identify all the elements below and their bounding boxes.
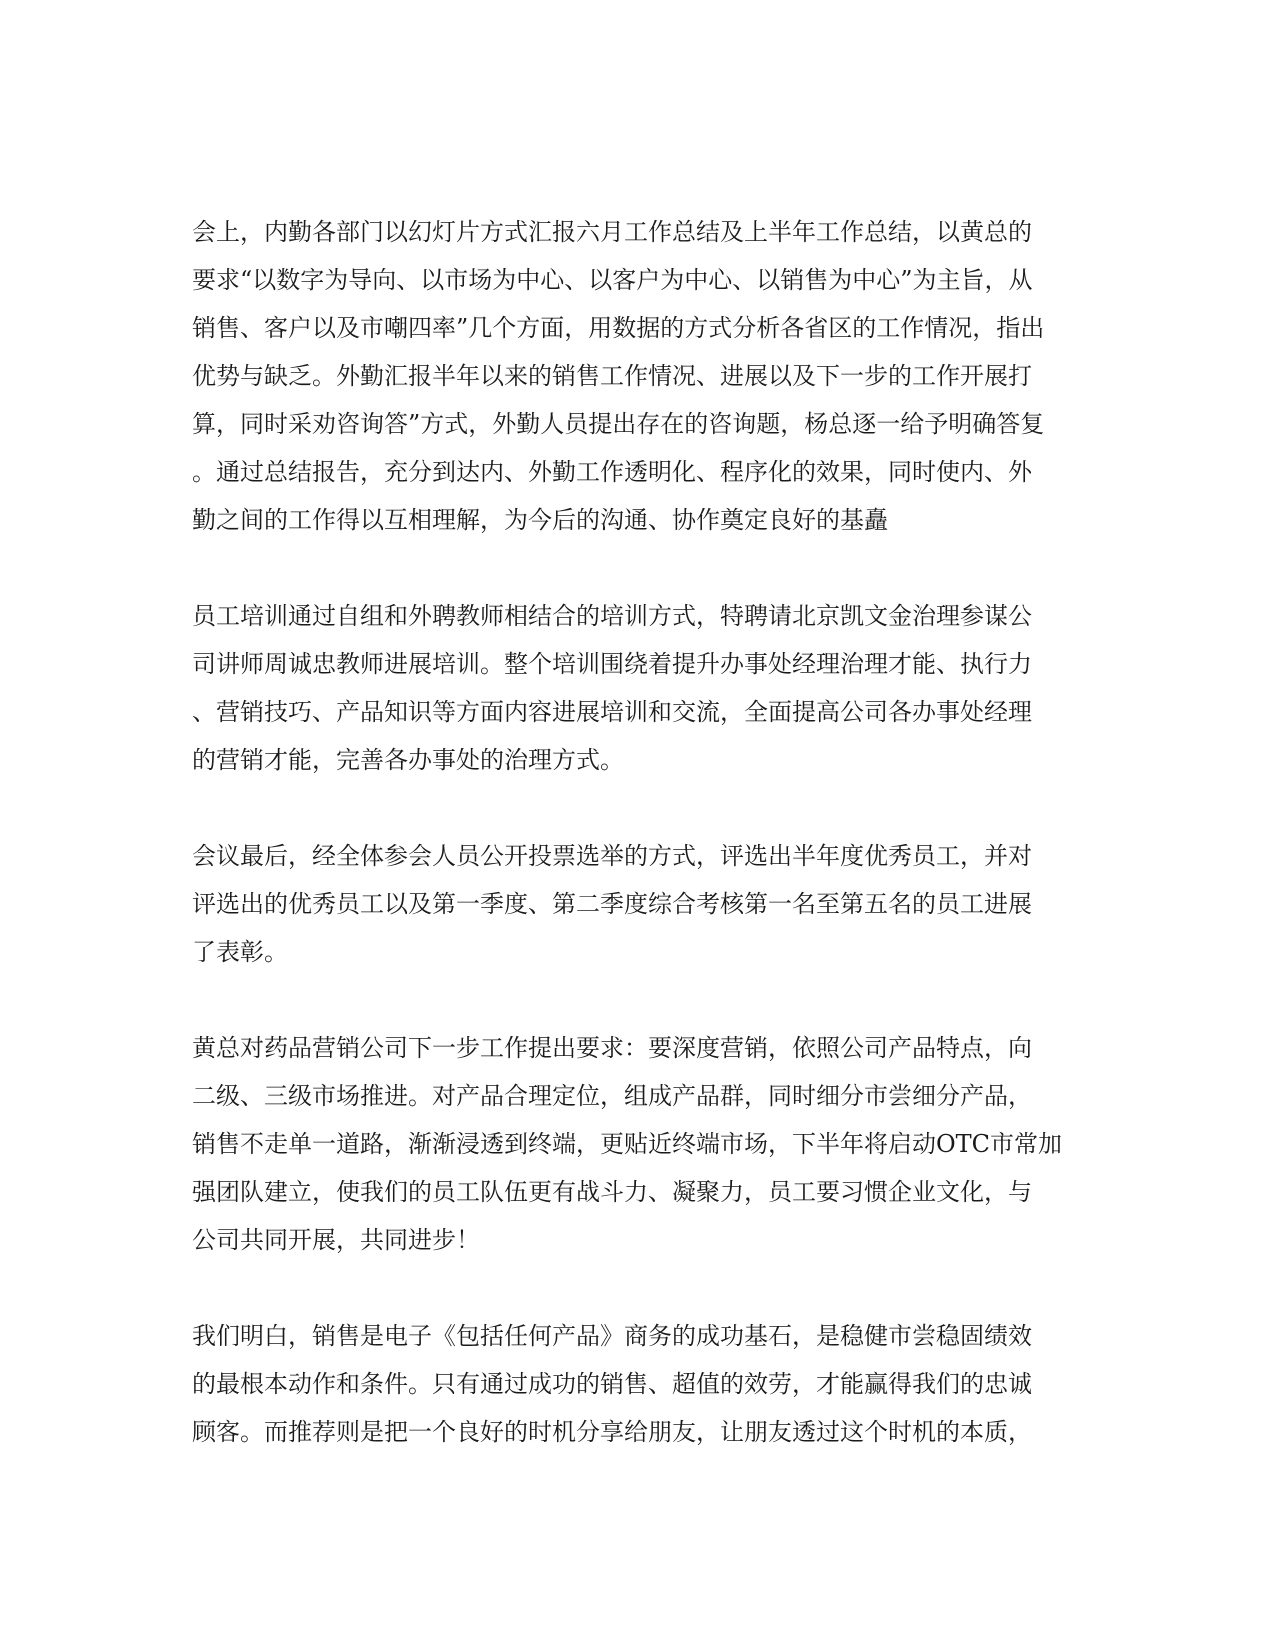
text-line: 员工培训通过自组和外聘教师相结合的培训方式，特聘请北京凯文金治理参谋公 xyxy=(192,602,1032,630)
text-line: 会上，内勤各部门以幻灯片方式汇报六月工作总结及上半年工作总结，以黄总的 xyxy=(192,218,1032,246)
text-line: 了表彰。 xyxy=(192,938,288,966)
text-line: 算，同时采劝咨询答”方式，外勤人员提出存在的咨询题，杨总逐一给予明确答复 xyxy=(192,410,1045,438)
document-body xyxy=(192,208,1084,1504)
text-line: 司讲师周诚忠教师进展培训。整个培训围绕着提升办事处经理治理才能、执行力 xyxy=(192,650,1032,678)
text-line: 强团队建立，使我们的员工队伍更有战斗力、凝聚力，员工要习惯企业文化，与 xyxy=(192,1178,1032,1206)
paragraph-meeting-report xyxy=(192,208,1084,544)
text-line: 我们明白，销售是电子《包括任何产品》商务的成功基石，是稳健市尝稳固绩效 xyxy=(192,1322,1032,1350)
text-line: 销售不走单一道路，渐渐浸透到终端，更贴近终端市场，下半年将启动OTC市常加 xyxy=(192,1130,1063,1158)
paragraph-staff-training xyxy=(192,592,1084,784)
text-line: 销售、客户以及市嘲四率”几个方面，用数据的方式分析各省区的工作情况，指出 xyxy=(192,314,1045,342)
paragraph-employee-awards xyxy=(192,832,1084,976)
text-line: 评选出的优秀员工以及第一季度、第二季度综合考核第一名至第五名的员工进展 xyxy=(192,890,1032,918)
text-line: 二级、三级市场推进。对产品合理定位，组成产品群，同时细分市尝细分产品， xyxy=(192,1082,1032,1110)
text-line: 的最根本动作和条件。只有通过成功的销售、超值的效劳，才能赢得我们的忠诚 xyxy=(192,1370,1032,1398)
text-line: 、营销技巧、产品知识等方面内容进展培训和交流，全面提高公司各办事处经理 xyxy=(192,698,1032,726)
paragraph-next-steps xyxy=(192,1024,1084,1264)
text-line: 要求“以数字为导向、以市场为中心、以客户为中心、以销售为中心”为主旨，从 xyxy=(192,266,1033,294)
text-line: 优势与缺乏。外勤汇报半年以来的销售工作情况、进展以及下一步的工作开展打 xyxy=(192,362,1032,390)
paragraph-sales-foundation xyxy=(192,1312,1084,1456)
text-line: 公司共同开展，共同进步！ xyxy=(192,1226,480,1254)
text-line: 会议最后，经全体参会人员公开投票选举的方式，评选出半年度优秀员工，并对 xyxy=(192,842,1032,870)
text-line: 黄总对药品营销公司下一步工作提出要求：要深度营销，依照公司产品特点，向 xyxy=(192,1034,1032,1062)
text-line: 顾客。而推荐则是把一个良好的时机分享给朋友，让朋友透过这个时机的本质， xyxy=(192,1418,1032,1446)
text-line: 的营销才能，完善各办事处的治理方式。 xyxy=(192,746,624,774)
text-line: 。通过总结报告，充分到达内、外勤工作透明化、程序化的效果，同时使内、外 xyxy=(192,458,1032,486)
text-line: 勤之间的工作得以互相理解，为今后的沟通、协作奠定良好的基矗 xyxy=(192,506,888,534)
